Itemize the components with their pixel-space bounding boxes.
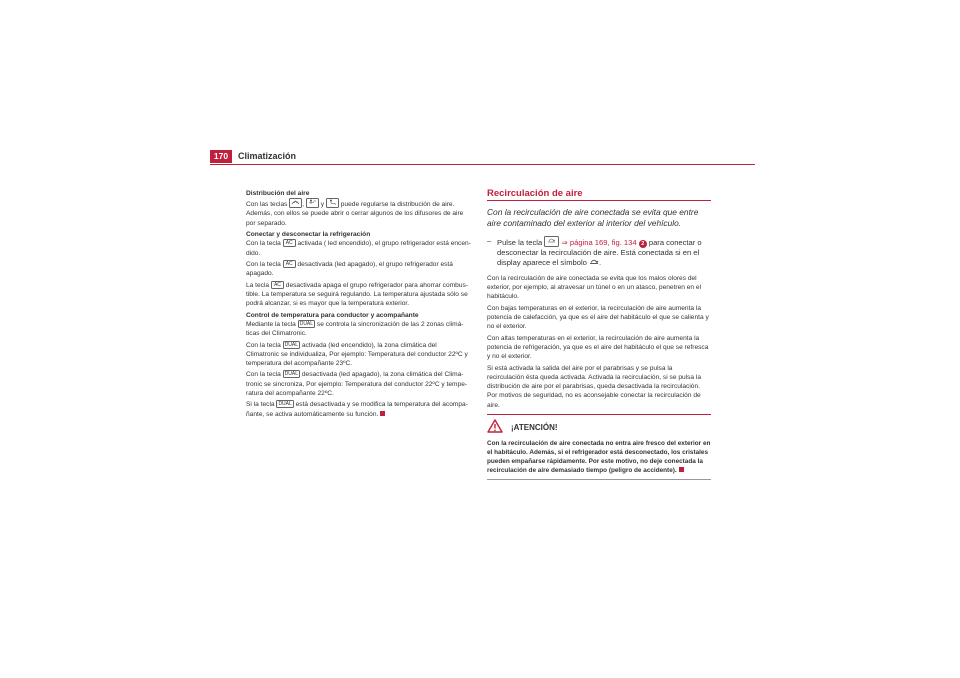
text: La tecla: [246, 281, 270, 289]
key-ac: AC: [271, 281, 284, 289]
distribution-heading: Distribución del aire: [246, 190, 310, 197]
paragraph-1: Con la recirculación de aire conectada se evita que los malos olores del exterior, por ejemplo, al atravesar un túnel o en un atasco, penetren en el habitáculo.: [487, 275, 702, 301]
ac-paragraph-1: [246, 239, 471, 257]
key-dual: DUAL: [284, 341, 299, 348]
text: desactivada apaga el grupo refrigerador para ahorrar combustible. La temperatura se seguirá regulando. La temperatura ajustada sólo se podrá alcanzar, si es mayor que la temperatura exterior.: [246, 281, 468, 308]
ac-paragraph-3: [246, 281, 471, 309]
ac-paragraph-2: [246, 260, 471, 278]
dual-heading: Control de temperatura para conductor y acompañante: [246, 311, 419, 319]
distribution-paragraph: [246, 198, 471, 228]
paragraph-3: Con altas temperaturas en el exterior, la recirculación de aire aumenta la potencia de refrigeración, ya que es el aire del habitáculo el que se refresca y no el exterior.: [487, 334, 709, 361]
key-ac: AC: [283, 239, 296, 247]
key-ac: AC: [283, 260, 296, 268]
text: Si la tecla: [246, 401, 275, 409]
key-recirculation-icon: [544, 236, 559, 247]
left-column: [246, 189, 471, 421]
separator: y: [320, 201, 325, 209]
text: puede regularse la distribución de aire. Además, con ellos se puede abrir o cerrar algunos de los difusores de aire por separado.: [246, 201, 464, 227]
key-dual: DUAL: [299, 320, 314, 327]
text: se controla la sincronización de las 2 zonas climáticas del Climatronic.: [246, 320, 464, 338]
end-of-section-icon: [679, 467, 684, 472]
text: Con la tecla: [246, 371, 281, 379]
header-rule: [210, 164, 755, 165]
key-dual: DUAL: [278, 401, 292, 408]
warning-title: ¡ATENCIÓN!: [511, 422, 558, 432]
warning-text: [487, 439, 711, 475]
figure-callout-badge: 2: [639, 240, 647, 248]
dual-paragraph-1: [246, 320, 471, 338]
dual-paragraph-3: [246, 370, 471, 398]
key-upper-body-icon: [306, 198, 319, 208]
page-number: 170: [213, 151, 229, 161]
ac-heading: Conectar y desconectar la refrigeración: [246, 231, 371, 239]
text: Con las teclas: [246, 201, 288, 209]
right-column: [487, 188, 711, 480]
paragraph-2: Con bajas temperaturas en el exterior, la recirculación de aire aumenta la potencia de calefacción, ya que es el aire del habitáculo el que se calienta y no el exterior.: [487, 304, 709, 331]
instruction-step: [487, 236, 711, 268]
text: Con la tecla: [246, 261, 281, 269]
section-title: Recirculación de aire: [487, 188, 583, 199]
warning-header: [487, 419, 711, 436]
text: Pulse la tecla: [497, 238, 543, 247]
text: Con la tecla: [246, 240, 281, 248]
text: activada (led encendido), la zona climática del Climatronic se individualiza, Por ejemplo: Temperatura del conductor 22ºC y temperatura del acompañante 23ºC.: [246, 341, 468, 367]
text: Con la recirculación de aire conectada no entra aire fresco del exterior en el habitáculo. Además, si el refrigerador está desconectado, los cristales pueden empañarse rápidamente. Por este motivo, no deje conectada la recirculación de aire demasiado tiempo (peligro de accidente).: [487, 439, 711, 474]
recirculation-symbol-icon: [589, 258, 599, 267]
chapter-title: Climatización: [238, 151, 297, 161]
text: desactivada (led apagado), la zona climática del Climatronic se sincroniza, Por ejemplo: Temperatura del conductor 22ºC y temperatura del acompañante 22ºC.: [246, 371, 468, 397]
step-dash: –: [487, 236, 492, 245]
end-of-section-icon: [380, 411, 385, 416]
warning-box: [487, 414, 711, 480]
dual-paragraph-4: [246, 400, 471, 418]
dual-paragraph-2: [246, 341, 471, 369]
page-reference-link[interactable]: ⇒ página 169, fig. 134: [561, 238, 637, 247]
step-text: Pulse la tecla ⇒ página 169, fig. 134 2 para conectar o desconectar la recirculación de aire. Está conectada si en el display aparece el símbolo .: [497, 238, 702, 267]
key-footwell-icon: [326, 198, 339, 208]
section-rule: [487, 200, 711, 201]
warning-triangle-icon: [487, 419, 503, 436]
text: activada ( led encendido), el grupo refrigerador está encendido.: [246, 240, 471, 257]
text: Con la tecla: [246, 341, 281, 349]
text: para conectar o desconectar la recirculación de aire. Está conectada si en el display aparece el símbolo: [497, 238, 702, 267]
text: desactivada (led apagado), el grupo refrigerador está apagado.: [246, 261, 453, 278]
text: está desactivada y se modifica la temperatura del acompañante, se activa automáticamente su función.: [246, 401, 468, 418]
separator: ,: [302, 201, 305, 209]
text: Mediante la tecla: [246, 320, 296, 328]
key-dual: DUAL: [284, 371, 299, 378]
section-lead: Con la recirculación de aire conectada se evita que entre aire contaminado del exterior al interior del vehículo.: [487, 207, 699, 228]
paragraph-4: Si está activada la salida del aire por el parabrisas y se pulsa la recirculación ésta queda activada. Activada la recirculación, si se pulsa la distribución de aire por el parabrisas, queda desactivada la recirculación. Por motivos de seguridad, no es aconsejable conectar la recirculación de aire.: [487, 364, 702, 409]
key-windshield-icon: [289, 198, 305, 209]
